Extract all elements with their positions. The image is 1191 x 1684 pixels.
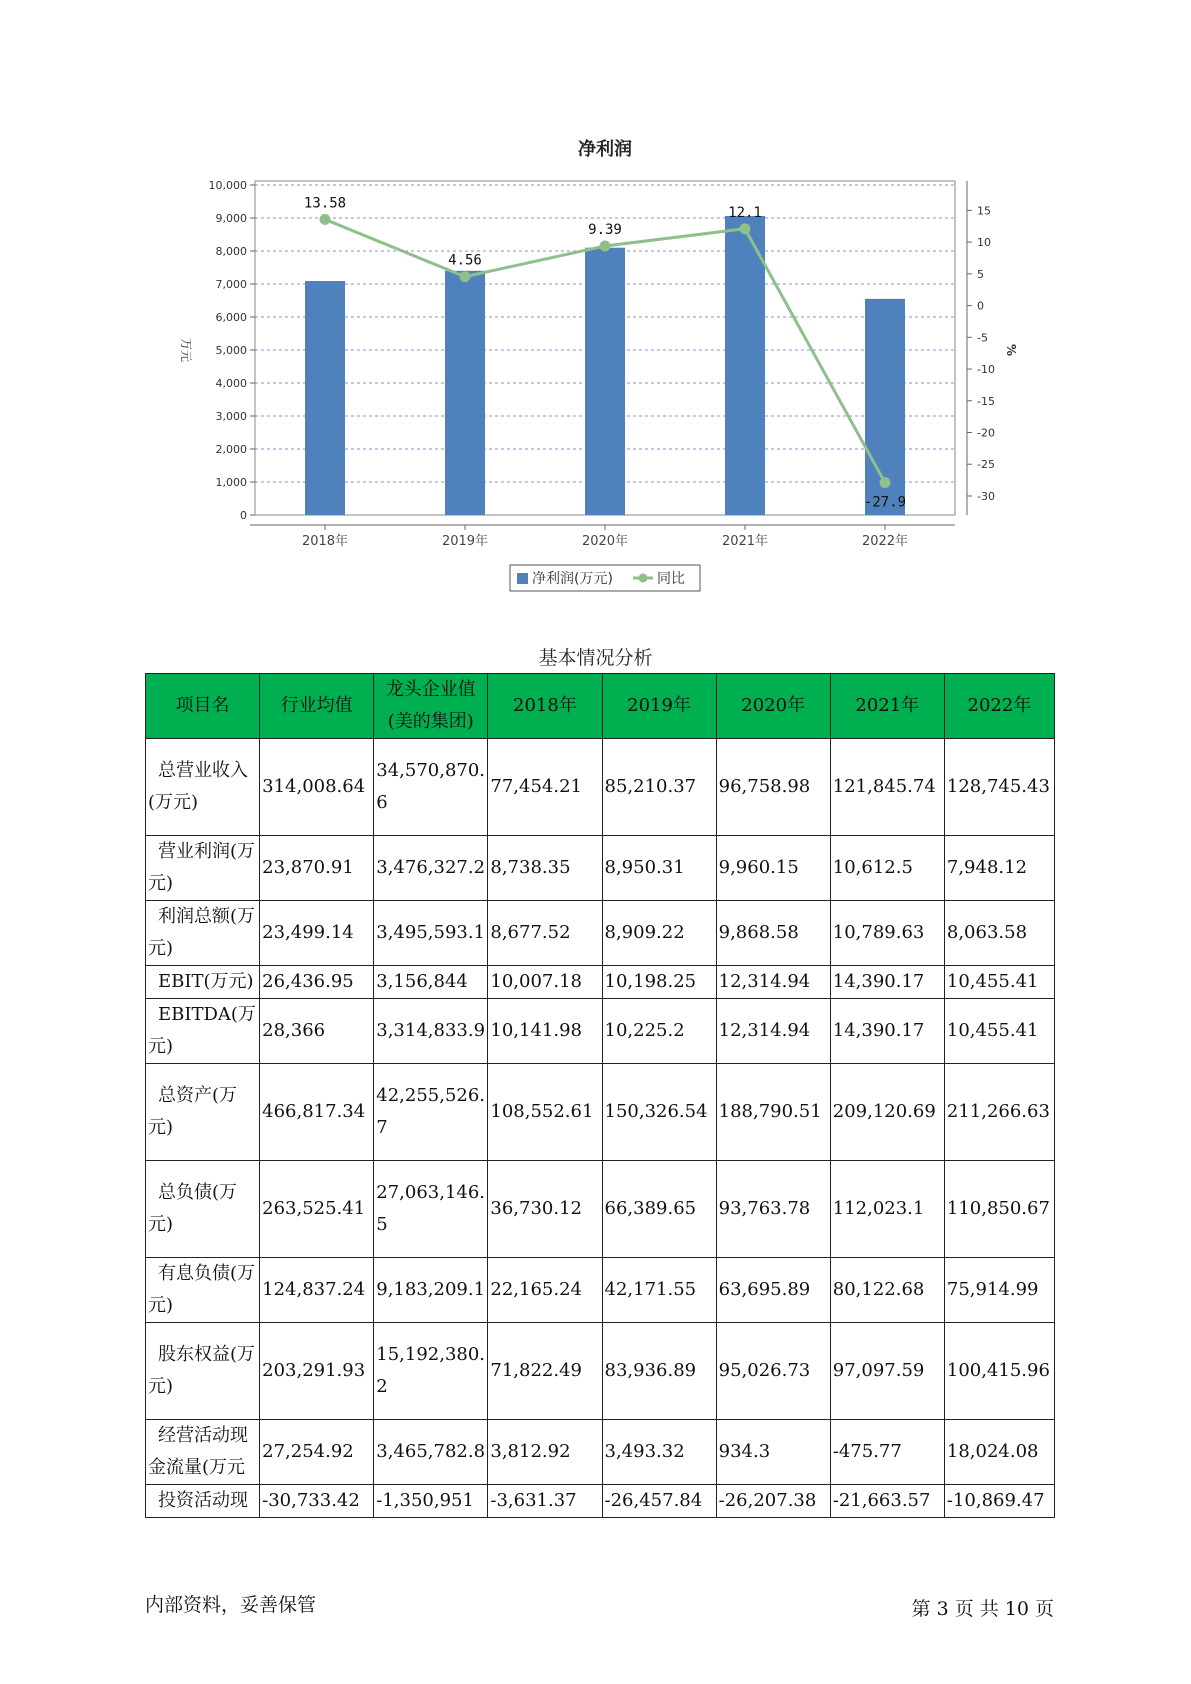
table-row: [146, 999, 1055, 1064]
legend-swatch-point: [639, 574, 648, 583]
table-cell: 10,007.18: [488, 966, 602, 999]
y2-tick-label: 5: [977, 267, 984, 281]
table-cell: -26,207.38: [716, 1485, 830, 1518]
table-cell: 3,493.32: [602, 1420, 716, 1485]
column-header: 项目名: [146, 674, 260, 739]
table-cell: 63,695.89: [716, 1258, 830, 1323]
data-label-yoy: 13.58: [303, 195, 347, 212]
bar-net-profit: [305, 281, 345, 515]
table-cell: -1,350,951: [374, 1485, 488, 1518]
table-cell: 128,745.43: [944, 739, 1054, 836]
table-cell: 10,789.63: [830, 901, 944, 966]
column-header: 2020年: [716, 674, 830, 739]
table-cell: 263,525.41: [260, 1161, 374, 1258]
table-cell: 97,097.59: [830, 1323, 944, 1420]
y-tick-label: 10,000: [208, 179, 247, 192]
table-cell: -10,869.47: [944, 1485, 1054, 1518]
table-cell: 10,225.2: [602, 999, 716, 1064]
table-cell: 3,495,593.1: [374, 901, 488, 966]
y-tick-label: 4,000: [215, 377, 247, 390]
table-cell: 27,254.92: [260, 1420, 374, 1485]
table-title: 基本情况分析: [538, 647, 653, 669]
table-cell: -3,631.37: [488, 1485, 602, 1518]
y-tick-label: 7,000: [215, 278, 247, 291]
column-header: 龙头企业值(美的集团): [374, 674, 488, 739]
table-cell: 42,255,526.7: [374, 1064, 488, 1161]
table-cell: 23,499.14: [260, 901, 374, 966]
legend-label-bar: 净利润(万元): [532, 571, 613, 587]
row-label: 总负债(万元): [146, 1161, 260, 1258]
y-tick-label: 1,000: [215, 476, 247, 489]
legend-swatch-bar: [517, 573, 528, 584]
table-cell: 8,738.35: [488, 836, 602, 901]
chart-canvas: [170, 125, 1030, 595]
data-label-yoy: 9.39: [588, 221, 622, 238]
footer-page-number: 第 3 页 共 10 页: [911, 1598, 1054, 1620]
point-yoy: [880, 477, 891, 488]
table-cell: 23,870.91: [260, 836, 374, 901]
table-cell: 66,389.65: [602, 1161, 716, 1258]
table-cell: 3,156,844: [374, 966, 488, 999]
table-cell: 8,909.22: [602, 901, 716, 966]
table-cell: 3,812.92: [488, 1420, 602, 1485]
table-cell: 80,122.68: [830, 1258, 944, 1323]
table-cell: 209,120.69: [830, 1064, 944, 1161]
point-yoy: [460, 271, 471, 282]
table-cell: 9,868.58: [716, 901, 830, 966]
table-cell: 211,266.63: [944, 1064, 1054, 1161]
table-cell: 188,790.51: [716, 1064, 830, 1161]
table-cell: 85,210.37: [602, 739, 716, 836]
table-row: [146, 1064, 1055, 1161]
table-row: [146, 1161, 1055, 1258]
data-label-yoy: 4.56: [448, 252, 482, 269]
table-cell: 8,677.52: [488, 901, 602, 966]
table-cell: 96,758.98: [716, 739, 830, 836]
table-cell: 934.3: [716, 1420, 830, 1485]
y-axis-label: 万元: [179, 337, 193, 363]
column-header: 2019年: [602, 674, 716, 739]
table-cell: 121,845.74: [830, 739, 944, 836]
table-cell: 7,948.12: [944, 836, 1054, 901]
x-tick-label: 2018年: [301, 534, 349, 549]
row-label: EBIT(万元): [146, 966, 260, 999]
table-cell: -26,457.84: [602, 1485, 716, 1518]
y-tick-label: 0: [240, 509, 247, 522]
x-tick-label: 2019年: [441, 534, 489, 549]
table-cell: 9,960.15: [716, 836, 830, 901]
row-label: 总资产(万元): [146, 1064, 260, 1161]
table-cell: 10,612.5: [830, 836, 944, 901]
table-cell: 26,436.95: [260, 966, 374, 999]
table-row: [146, 1420, 1055, 1485]
row-label: 利润总额(万元): [146, 901, 260, 966]
table-row: [146, 1485, 1055, 1518]
y2-tick-label: -25: [977, 458, 995, 472]
table-cell: 203,291.93: [260, 1323, 374, 1420]
y2-tick-label: 15: [977, 204, 991, 218]
table-cell: 110,850.67: [944, 1161, 1054, 1258]
footer-confidential: 内部资料，妥善保管: [145, 1594, 317, 1616]
table-cell: 10,455.41: [944, 999, 1054, 1064]
table-cell: 124,837.24: [260, 1258, 374, 1323]
y2-tick-label: 0: [977, 299, 984, 313]
table-row: [146, 1258, 1055, 1323]
table-header-row: [146, 674, 1055, 739]
y-tick-label: 6,000: [215, 311, 247, 324]
table-row: [146, 1323, 1055, 1420]
table-cell: 108,552.61: [488, 1064, 602, 1161]
x-tick-label: 2022年: [861, 534, 909, 549]
table-cell: 12,314.94: [716, 999, 830, 1064]
row-label: 投资活动现: [146, 1485, 260, 1518]
y2-tick-label: -30: [977, 489, 995, 503]
table-cell: 8,950.31: [602, 836, 716, 901]
legend-label-line: 同比: [657, 571, 685, 587]
point-yoy: [600, 240, 611, 251]
table-cell: 10,141.98: [488, 999, 602, 1064]
column-header: 2018年: [488, 674, 602, 739]
table-cell: 3,314,833.9: [374, 999, 488, 1064]
y2-tick-label: -10: [977, 363, 995, 377]
table-cell: 112,023.1: [830, 1161, 944, 1258]
table-cell: 34,570,870.6: [374, 739, 488, 836]
table-cell: 28,366: [260, 999, 374, 1064]
table-row: [146, 739, 1055, 836]
y2-tick-label: -15: [977, 394, 995, 408]
table-cell: 71,822.49: [488, 1323, 602, 1420]
table-cell: 93,763.78: [716, 1161, 830, 1258]
point-yoy: [320, 214, 331, 225]
table-cell: 95,026.73: [716, 1323, 830, 1420]
y-tick-label: 5,000: [215, 344, 247, 357]
table-row: [146, 901, 1055, 966]
row-label: 有息负债(万元): [146, 1258, 260, 1323]
column-header: 行业均值: [260, 674, 374, 739]
row-label: 经营活动现金流量(万元: [146, 1420, 260, 1485]
column-header: 2021年: [830, 674, 944, 739]
row-label: 股东权益(万元): [146, 1323, 260, 1420]
table-cell: 12,314.94: [716, 966, 830, 999]
y-tick-label: 8,000: [215, 245, 247, 258]
table-row: [146, 836, 1055, 901]
x-tick-label: 2020年: [581, 534, 629, 549]
row-label: EBITDA(万元): [146, 999, 260, 1064]
bar-net-profit: [445, 271, 485, 515]
table-cell: 36,730.12: [488, 1161, 602, 1258]
table-cell: 83,936.89: [602, 1323, 716, 1420]
table-cell: 150,326.54: [602, 1064, 716, 1161]
table-cell: 9,183,209.1: [374, 1258, 488, 1323]
table-cell: 3,465,782.8: [374, 1420, 488, 1485]
y-tick-label: 3,000: [215, 410, 247, 423]
data-label-yoy: -27.9: [863, 494, 907, 511]
table-cell: -475.77: [830, 1420, 944, 1485]
table-row: [146, 966, 1055, 999]
y2-tick-label: 10: [977, 236, 991, 250]
y-tick-label: 9,000: [215, 212, 247, 225]
table-cell: 10,198.25: [602, 966, 716, 999]
row-label: 营业利润(万元): [146, 836, 260, 901]
chart-title: 净利润: [578, 139, 632, 160]
table-cell: 14,390.17: [830, 999, 944, 1064]
net-profit-chart: [170, 125, 1030, 595]
y2-axis-label: %: [1004, 343, 1018, 357]
table-cell: 27,063,146.5: [374, 1161, 488, 1258]
table-cell: 18,024.08: [944, 1420, 1054, 1485]
point-yoy: [740, 223, 751, 234]
table-cell: 14,390.17: [830, 966, 944, 999]
column-header: 2022年: [944, 674, 1054, 739]
y2-tick-label: -20: [977, 426, 995, 440]
table-cell: 22,165.24: [488, 1258, 602, 1323]
table-cell: 466,817.34: [260, 1064, 374, 1161]
table-cell: 42,171.55: [602, 1258, 716, 1323]
table-cell: -21,663.57: [830, 1485, 944, 1518]
basic-analysis-table: [145, 673, 1055, 1518]
table-cell: 75,914.99: [944, 1258, 1054, 1323]
table-cell: 314,008.64: [260, 739, 374, 836]
data-label-yoy: 12.1: [728, 204, 762, 221]
table-cell: -30,733.42: [260, 1485, 374, 1518]
bar-net-profit: [585, 248, 625, 515]
table-cell: 77,454.21: [488, 739, 602, 836]
y2-tick-label: -5: [977, 331, 988, 345]
row-label: 总营业收入(万元): [146, 739, 260, 836]
table-cell: 100,415.96: [944, 1323, 1054, 1420]
x-tick-label: 2021年: [721, 534, 769, 549]
table-cell: 10,455.41: [944, 966, 1054, 999]
table-cell: 8,063.58: [944, 901, 1054, 966]
bar-net-profit: [725, 216, 765, 515]
table-cell: 15,192,380.2: [374, 1323, 488, 1420]
y-tick-label: 2,000: [215, 443, 247, 456]
table-cell: 3,476,327.2: [374, 836, 488, 901]
